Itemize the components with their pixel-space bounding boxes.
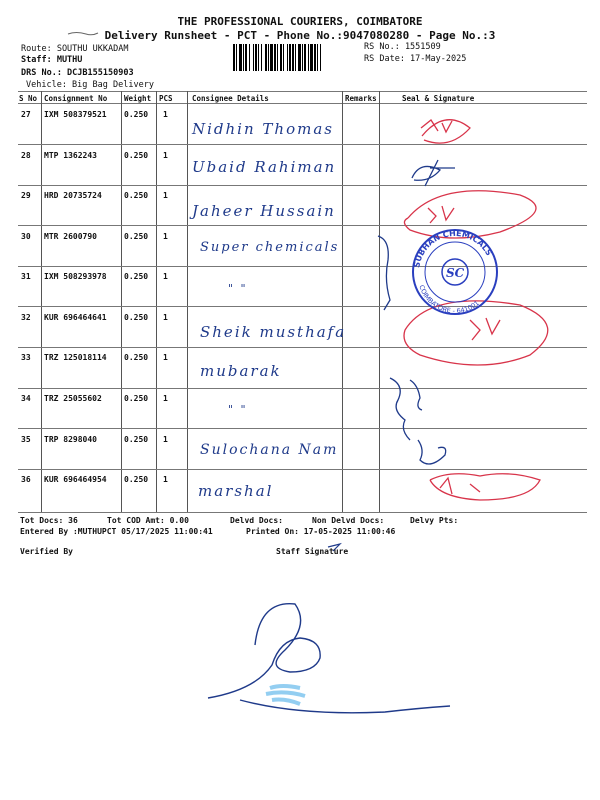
delivery-points: Delvy Pts: (410, 516, 459, 525)
row-consignment: KUR 696464954 (44, 475, 107, 484)
row-sno: 27 (21, 110, 31, 119)
row-pcs: 1 (163, 272, 168, 281)
row-sno: 33 (21, 353, 31, 362)
col-header-pcs: PCS (159, 94, 173, 103)
row-consignment: IXM 508379521 (44, 110, 107, 119)
non-delivered-docs: Non Delvd Docs: (312, 516, 385, 525)
row-pcs: 1 (163, 353, 168, 362)
row-consignment: HRD 20735724 (44, 191, 102, 200)
staff-signature-mark (208, 544, 450, 713)
stamp-top-text: SUBHAN CHEMICALS (412, 228, 494, 269)
row-sno: 32 (21, 313, 31, 322)
col-header-sno: S No (19, 94, 38, 103)
col-header-consignment: Consignment No (44, 94, 108, 103)
col-header-remarks: Remarks (345, 94, 377, 103)
row-consignment: MTR 2600790 (44, 232, 97, 241)
row-pcs: 1 (163, 394, 168, 403)
row-consignment: TRZ 25055602 (44, 394, 102, 403)
row-pcs: 1 (163, 110, 168, 119)
rs-date: RS Date: 17-May-2025 (364, 54, 467, 64)
staff-label: Staff: MUTHU (21, 55, 83, 65)
row-consignee-handwritten: Super chemicals (200, 240, 340, 255)
row-consignee-handwritten: Ubaid Rahiman (192, 158, 337, 176)
rs-number: RS No.: 1551509 (364, 42, 441, 52)
row-weight: 0.250 (124, 313, 149, 322)
runsheet-title: Delivery Runsheet - PCT - Phone No.:9047080280 - Page No.:3 (104, 29, 496, 42)
col-header-consignee: Consignee Details (192, 94, 269, 103)
row-consignment: MTP 1362243 (44, 151, 97, 160)
row-weight: 0.250 (124, 110, 149, 119)
delivered-docs: Delvd Docs: (230, 516, 283, 525)
row-consignee-handwritten: Jaheer Hussain (192, 202, 336, 220)
row-sno: 34 (21, 394, 31, 403)
row-weight: 0.250 (124, 232, 149, 241)
vehicle-label: Vehicle: Big Bag Delivery (26, 80, 154, 90)
row-consignee-handwritten: Sheik musthafa (200, 323, 347, 341)
stamp-monogram: SC (446, 266, 465, 280)
total-docs: Tot Docs: 36 (20, 516, 78, 525)
row-weight: 0.250 (124, 353, 149, 362)
row-sno: 29 (21, 191, 31, 200)
row-sno: 36 (21, 475, 31, 484)
row-pcs: 1 (163, 151, 168, 160)
row-weight: 0.250 (124, 272, 149, 281)
printed-on: Printed On: 17-05-2025 11:00:46 (246, 527, 396, 536)
row-consignee-handwritten: mubarak (200, 362, 282, 380)
row-weight: 0.250 (124, 394, 149, 403)
red-signature-marks (404, 120, 548, 500)
route-label: Route: SOUTHU UKKADAM (21, 44, 129, 54)
col-header-weight: Weight (124, 94, 152, 103)
row-consignment: KUR 696464641 (44, 313, 107, 322)
company-title: THE PROFESSIONAL COURIERS, COIMBATORE (177, 15, 423, 28)
row-consignee-handwritten: Sulochana Nam (200, 442, 339, 458)
verified-by-label: Verified By (20, 547, 73, 556)
row-weight: 0.250 (124, 435, 149, 444)
row-pcs: 1 (163, 232, 168, 241)
row-pcs: 1 (163, 475, 168, 484)
row-sno: 31 (21, 272, 31, 281)
row-consignment: TRZ 125018114 (44, 353, 107, 362)
drs-number: DRS No.: DCJB155150903 (21, 68, 134, 78)
entered-by: Entered By :MUTHUPCT 05/17/2025 11:00:41 (20, 527, 213, 536)
row-consignment: IXM 508293978 (44, 272, 107, 281)
row-weight: 0.250 (124, 151, 149, 160)
row-sno: 28 (21, 151, 31, 160)
row-pcs: 1 (163, 435, 168, 444)
row-sno: 30 (21, 232, 31, 241)
col-header-seal: Seal & Signature (402, 94, 475, 103)
header-scribble (68, 33, 98, 35)
row-consignee-handwritten: marshal (198, 482, 274, 500)
row-consignee-handwritten: " " (228, 282, 248, 295)
row-consignment: TRP 8298040 (44, 435, 97, 444)
row-consignee-handwritten: Nidhin Thomas (192, 120, 334, 138)
row-sno: 35 (21, 435, 31, 444)
stamp-bottom-text: COIMBATORE - 641001 (417, 283, 481, 316)
total-cod: Tot COD Amt: 0.00 (107, 516, 189, 525)
row-weight: 0.250 (124, 475, 149, 484)
row-weight: 0.250 (124, 191, 149, 200)
row-pcs: 1 (163, 191, 168, 200)
row-consignee-handwritten: " " (228, 403, 248, 416)
staff-signature-label: Staff Signature (276, 547, 349, 556)
row-pcs: 1 (163, 313, 168, 322)
